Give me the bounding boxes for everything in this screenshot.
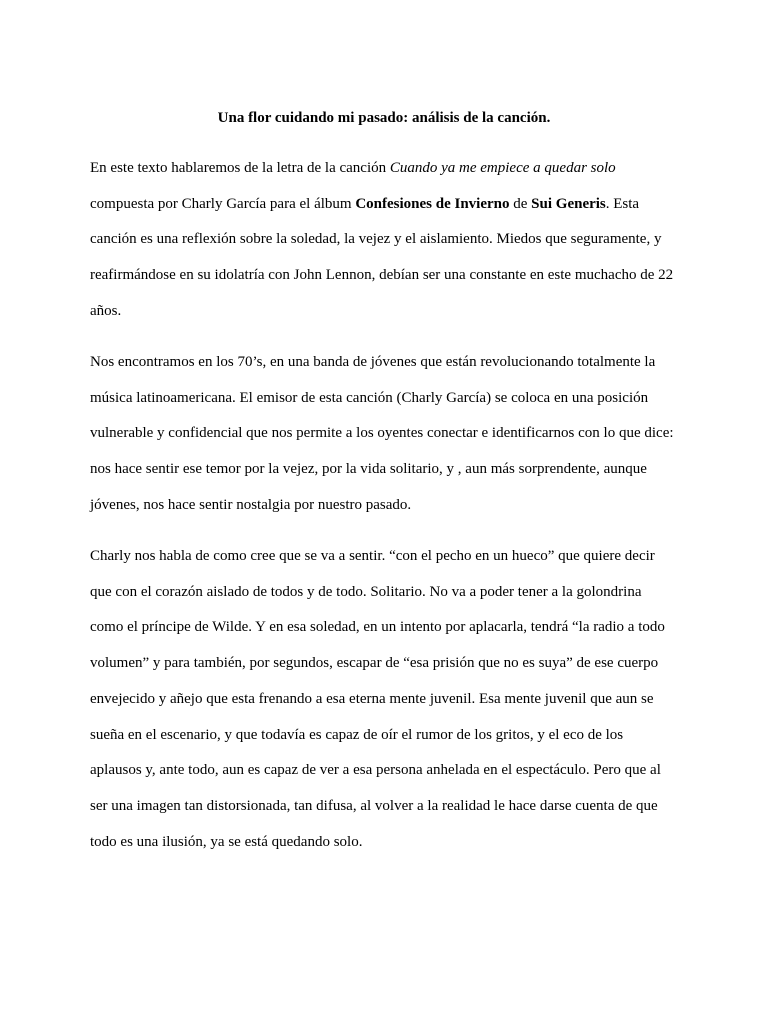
paragraph-1-line-4: reafirmándose en su idolatría con John Lennon, debían ser una constante en este muchacho de 22	[90, 267, 674, 284]
paragraph-2-line: nos hace sentir ese temor por la vejez, por la vida solitario, y , aun más sorprendente, aunque	[90, 461, 647, 478]
paragraph-2-line: Nos encontramos en los 70’s, en una banda de jóvenes que están revolucionando totalmente la	[90, 354, 656, 370]
paragraph-3-line: envejecido y añejo que esta frenando a esa eterna mente juvenil. Esa mente juvenil que aun se	[90, 690, 654, 707]
connector-text: de	[509, 195, 532, 212]
paragraph-1-line-2	[90, 187, 690, 223]
paragraph-3-line: como el príncipe de Wilde. Y en esa soledad, en un intento por aplacarla, tendrá “la radio a todo	[90, 619, 665, 636]
paragraph-1-line-5: años.	[90, 302, 122, 319]
band-name: Sui Generis	[531, 195, 606, 212]
paragraph-3-line: ser una imagen tan distorsionada, tan difusa, al volver a la realidad le hace darse cuenta de que	[90, 797, 658, 814]
paragraph-2-line: jóvenes, nos hace sentir nostalgia por nuestro pasado.	[90, 496, 412, 513]
paragraph-1	[90, 151, 690, 330]
paragraph-2-line: música latinoamericana. El emisor de esta canción (Charly García) se coloca en una posición	[90, 389, 649, 406]
paragraph-1-line-1	[90, 151, 690, 187]
album-name: Confesiones de Invierno	[355, 195, 510, 212]
composer-text: compuesta por Charly García para el álbum	[90, 195, 356, 212]
paragraph-2	[90, 345, 690, 524]
paragraph-3-line: volumen” y para también, por segundos, escapar de “esa prisión que no es suya” de ese cuerpo	[90, 655, 659, 672]
song-title: Cuando ya me empiece a quedar solo	[389, 160, 616, 176]
continuation-text: . Esta	[605, 195, 640, 212]
paragraph-3-line: aplausos y, ante todo, aun es capaz de ver a esa persona anhelada en el espectáculo. Pero que al	[90, 762, 661, 779]
paragraph-3	[90, 539, 690, 860]
paragraph-3-line: todo es una ilusión, ya se está quedando solo.	[90, 833, 363, 850]
document-title: Una flor cuidando mi pasado: análisis de la canción.	[217, 110, 551, 126]
paragraph-3-line: Charly nos habla de como cree que se va a sentir. “con el pecho en un hueco” que quiere decir	[90, 548, 655, 564]
paragraph-3-line: que con el corazón aislado de todos y de todo. Solitario. No va a poder tener a la golondrina	[90, 583, 642, 600]
intro-text: En este texto hablaremos de la letra de la canción	[90, 160, 390, 176]
paragraph-1-line-3: canción es una reflexión sobre la soledad, la vejez y el aislamiento. Miedos que seguramente, y	[90, 231, 662, 248]
paragraph-2-line: vulnerable y confidencial que nos permite a los oyentes conectar e identificarnos con lo que dice:	[90, 425, 674, 442]
paragraph-3-line: sueña en el escenario, y que todavía es capaz de oír el rumor de los gritos, y el eco de los	[90, 726, 624, 743]
